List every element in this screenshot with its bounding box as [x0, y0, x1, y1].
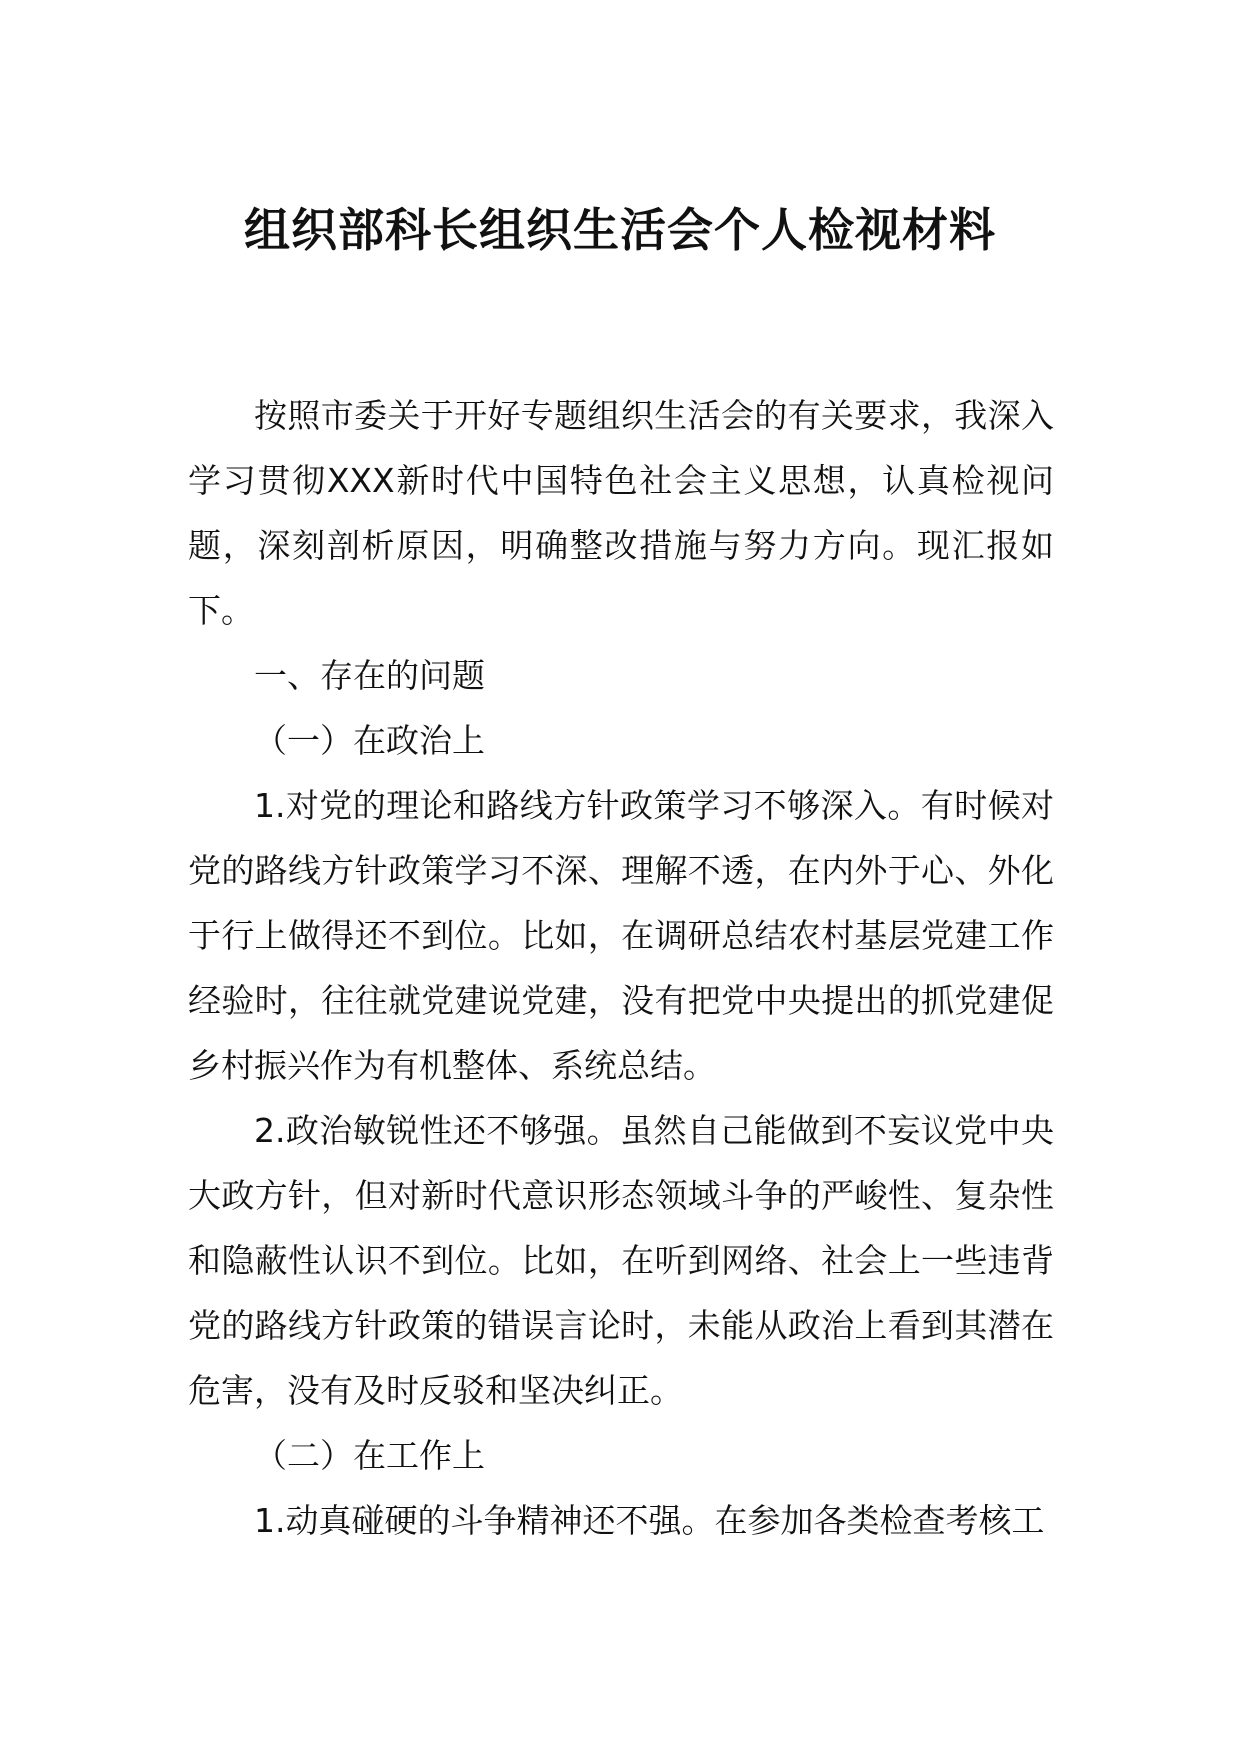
document-body [188, 383, 1054, 1553]
subsection-heading-political: （一）在政治上 [254, 721, 485, 760]
paragraph-work-item-1: 1.动真碰硬的斗争精神还不强。在参加各类检查考核工 [254, 1501, 1045, 1540]
intro-paragraph: 按照市委关于开好专题组织生活会的有关要求，我深入学习贯彻XXX新时代中国特色社会主义思想，认真检视问题，深刻剖析原因，明确整改措施与努力方向。现汇报如下。 [188, 396, 1054, 630]
document-title: 组织部科长组织生活会个人检视材料 [244, 203, 996, 257]
paragraph-political-item-1: 1.对党的理论和路线方针政策学习不够深入。有时候对党的路线方针政策学习不深、理解不透，在内外于心、外化于行上做得还不到位。比如，在调研总结农村基层党建工作经验时，往往就党建说党建，没有把党中央提出的抓党建促乡村振兴作为有机整体、系统总结。 [188, 786, 1054, 1085]
paragraph-political-item-2: 2.政治敏锐性还不够强。虽然自己能做到不妄议党中央大政方针，但对新时代意识形态领域斗争的严峻性、复杂性和隐蔽性认识不到位。比如，在听到网络、社会上一些违背党的路线方针政策的错误言论时，未能从政治上看到其潜在危害，没有及时反驳和坚决纠正。 [188, 1111, 1054, 1410]
section-heading-problems: 一、存在的问题 [254, 656, 485, 695]
subsection-heading-work: （二）在工作上 [254, 1436, 485, 1475]
